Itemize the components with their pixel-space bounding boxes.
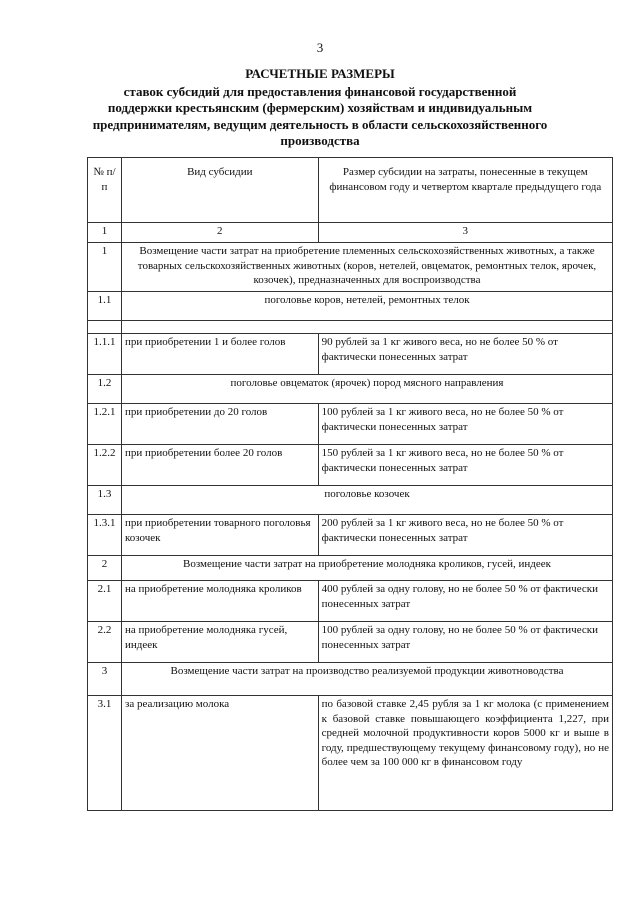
subsidy-kind: при приобретении более 20 голов <box>121 445 318 486</box>
subsidy-size: 150 рублей за 1 кг живого веса, но не более 50 % от фактически понесенных затрат <box>318 445 612 486</box>
table-row <box>88 486 613 515</box>
row-number: 1.1.1 <box>88 334 122 375</box>
row-number: 1.3 <box>88 486 122 515</box>
subsidy-size: 200 рублей за 1 кг живого веса, но не более 50 % от фактически понесенных затрат <box>318 515 612 556</box>
row-number: 1.2.2 <box>88 445 122 486</box>
column-index-row <box>88 223 613 243</box>
row-number: 3 <box>88 663 122 696</box>
row-number: 1.2.1 <box>88 404 122 445</box>
row-number: 1.2 <box>88 375 122 404</box>
row-number: 3.1 <box>88 696 122 811</box>
title-subheading: ставок субсидий для предоставления финансовой государственной поддержки крестьянским (фермерским) хозяйствам и индивидуальным предпринимателям, ведущим деятельность в области сельскохозяйственного производства <box>92 83 548 148</box>
subsidy-size: 100 рублей за 1 кг живого веса, но не более 50 % от фактически понесенных затрат <box>318 404 612 445</box>
table-row <box>88 243 613 292</box>
row-number: 2.2 <box>88 622 122 663</box>
column-index: 1 <box>88 223 122 243</box>
row-number: 1 <box>88 243 122 292</box>
subsidy-kind: на приобретение молодняка гусей, индеек <box>121 622 318 663</box>
row-number: 1.1 <box>88 292 122 321</box>
document-title <box>90 66 550 150</box>
subsection-title: поголовье козочек <box>121 486 612 515</box>
row-number: 1.3.1 <box>88 515 122 556</box>
table-row <box>88 622 613 663</box>
subsidy-kind: при приобретении товарного поголовья козочек <box>121 515 318 556</box>
table-row <box>88 556 613 581</box>
header-subsidy-kind: Вид субсидии <box>121 158 318 223</box>
subsidy-kind: на приобретение молодняка кроликов <box>121 581 318 622</box>
table-row <box>88 404 613 445</box>
table-row <box>88 334 613 375</box>
row-number: 2.1 <box>88 581 122 622</box>
subsidy-kind: при приобретении 1 и более голов <box>121 334 318 375</box>
table-row <box>88 445 613 486</box>
column-index: 2 <box>121 223 318 243</box>
row-number: 2 <box>88 556 122 581</box>
subsidy-size: 400 рублей за одну голову, но не более 50 % от фактически понесенных затрат <box>318 581 612 622</box>
section-title: Возмещение части затрат на производство реализуемой продукции животноводства <box>121 663 612 696</box>
table-row <box>88 663 613 696</box>
title-heading: РАСЧЕТНЫЕ РАЗМЕРЫ <box>245 66 395 81</box>
header-number: № п/п <box>88 158 122 223</box>
subsection-title: поголовье овцематок (ярочек) пород мясного направления <box>121 375 612 404</box>
subsidy-kind: за реализацию молока <box>121 696 318 811</box>
page-number: 3 <box>316 40 324 55</box>
subsidy-size: 100 рублей за одну голову, но не более 50 % от фактически понесенных затрат <box>318 622 612 663</box>
table-row <box>88 515 613 556</box>
subsidy-rates-table <box>87 157 613 811</box>
table-row <box>88 292 613 321</box>
subsidy-size: по базовой ставке 2,45 рубля за 1 кг молока (с применением к базовой ставке повышающего коэффициента 1,227, при средней молочной продуктивности коров 5000 кг и выше в году, предшествующему текущему финансовому году), но не более чем за 100 000 кг в финансовом году <box>318 696 612 811</box>
table-row <box>88 375 613 404</box>
table-row <box>88 696 613 811</box>
subsection-title: поголовье коров, нетелей, ремонтных телок <box>121 292 612 321</box>
column-index: 3 <box>318 223 612 243</box>
table-header-row <box>88 158 613 223</box>
header-subsidy-size: Размер субсидии на затраты, понесенные в текущем финансовом году и четвертом квартале предыдущего года <box>318 158 612 223</box>
section-title: Возмещение части затрат на приобретение племенных сельскохозяйственных животных, а также товарных сельскохозяйственных животных (коров, нетелей, овцематок, ремонтных телок, ярочек, козочек), предназначенных для воспроизводства <box>121 243 612 292</box>
table-row <box>88 581 613 622</box>
subsidy-kind: при приобретении до 20 голов <box>121 404 318 445</box>
subsidy-size: 90 рублей за 1 кг живого веса, но не более 50 % от фактически понесенных затрат <box>318 334 612 375</box>
section-title: Возмещение части затрат на приобретение молодняка кроликов, гусей, индеек <box>121 556 612 581</box>
